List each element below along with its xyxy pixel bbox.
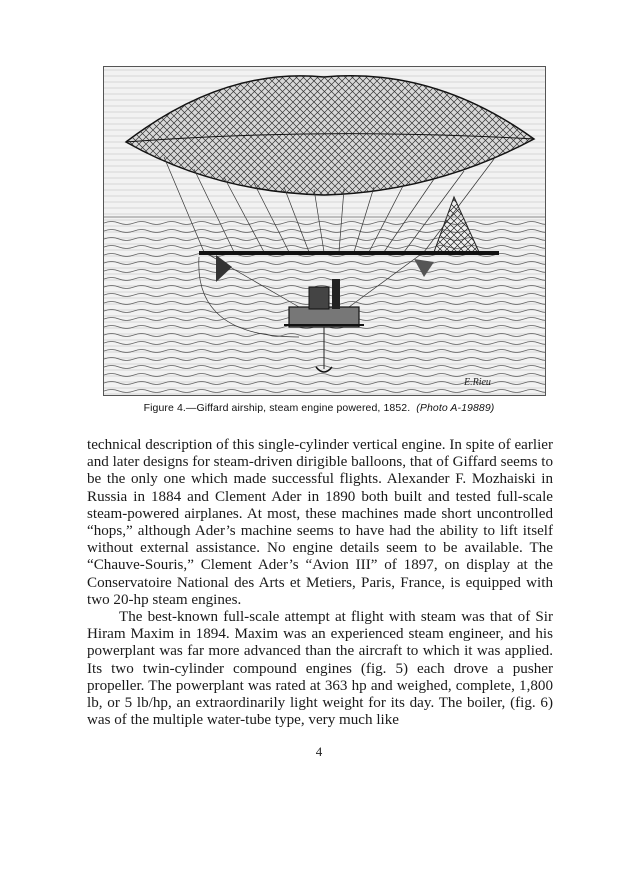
paragraph-1: technical description of this single-cylinder vertical engine. In spite of earlier and later designs for steam-driven dirigible balloons, that of Giffard seems to be the only one which made successful flights. Alexander F. Mozhaiski in Russia in 1884 and Clement Ader in 1890 both built and tested full-scale steam-powered airplanes. At most, these machines made short uncontrolled “hops,” although Ader’s machine seems to have had the ability to lift itself without external assistance. No engine details seem to be available. The “Chauve-Souris,” Clement Ader’s “Avion III” of 1897, on display at the Conservatoire National des Arts et Metiers, Paris, France, is equipped with two 20-hp steam engines. bbox=[87, 437, 553, 608]
caption-label: Figure 4.—Giffard airship, steam engine powered, 1852. bbox=[143, 402, 411, 414]
page-number: 4 bbox=[315, 744, 323, 759]
caption-photo-credit: (Photo A-19889) bbox=[416, 402, 495, 414]
body-text bbox=[87, 437, 553, 729]
giffard-airship-illustration bbox=[103, 66, 546, 396]
figure-caption bbox=[0, 402, 638, 414]
paragraph-2: The best-known full-scale attempt at flight with steam was that of Sir Hiram Maxim in 1894. Maxim was an experienced steam engineer, and his powerplant was far more advanced than the aircraft to which it was applied. Its two twin-cylinder compound engines (fig. 5) each drove a pusher propeller. The powerplant was rated at 363 hp and weighed, complete, 1,800 lb, or 5 lb/hp, an extraordinarily light weight for its day. The boiler, (fig. 6) was of the multiple water-tube type, very much like bbox=[87, 609, 553, 729]
artist-signature: E.Rieu bbox=[464, 377, 491, 388]
